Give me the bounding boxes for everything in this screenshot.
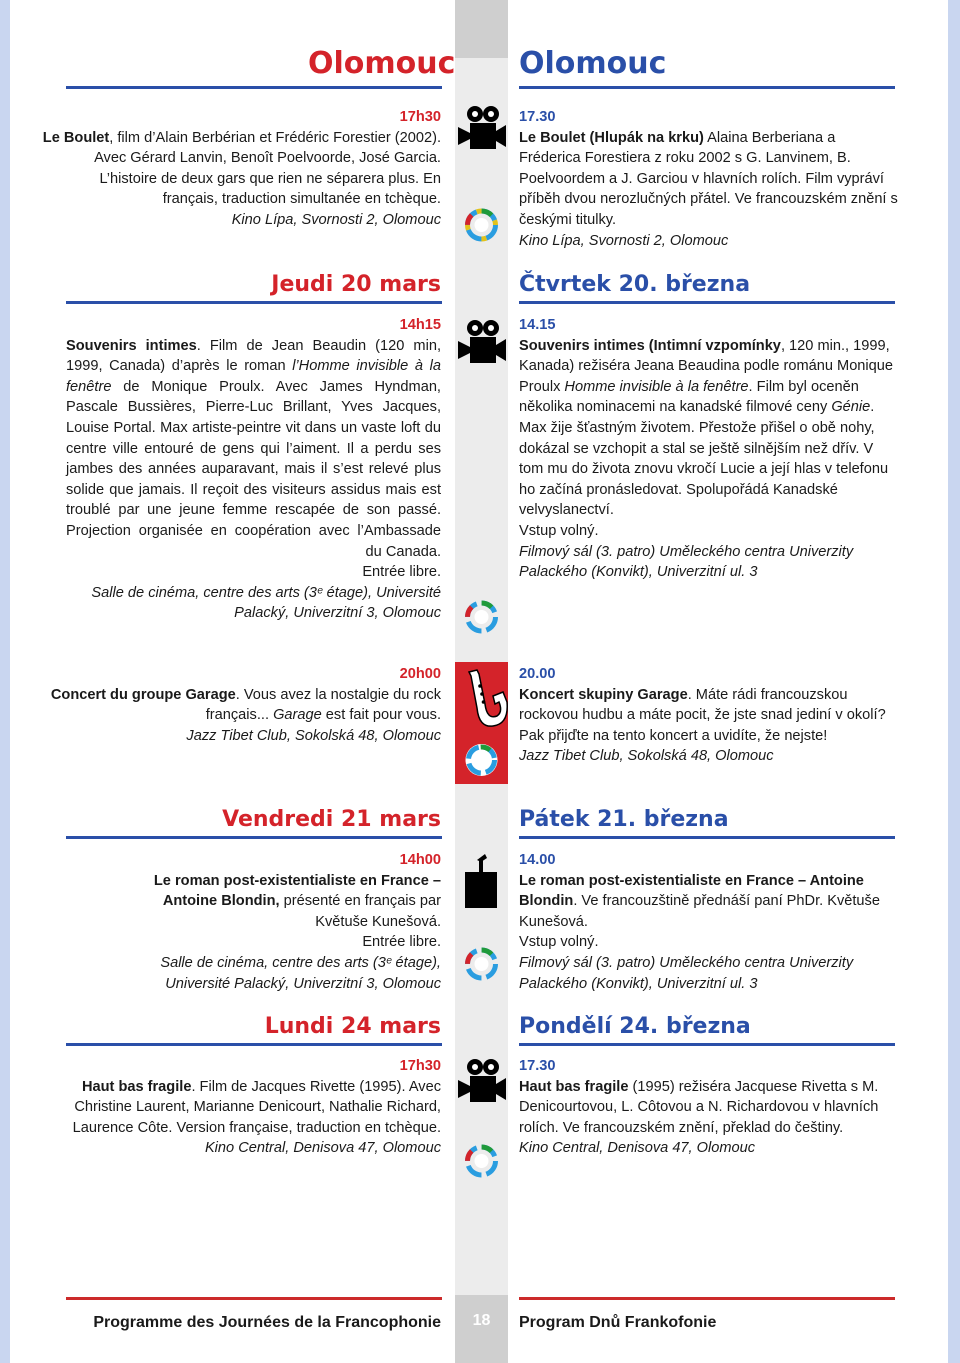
day-2-rule-cz (519, 836, 895, 839)
event-5-cz (519, 1056, 899, 1159)
event-2-title-fr: Souvenirs intimes (66, 337, 197, 354)
page-title-cz: Olomouc (519, 46, 667, 81)
event-3-time-fr: 20h00 (399, 666, 441, 682)
day-2-heading-cz: Pátek 21. března (519, 807, 729, 832)
event-1-time-fr: 17h30 (399, 109, 441, 125)
event-5-fr (41, 1056, 441, 1159)
event-5-text-fr: . Film de Jacques Rivette (1995). Avec Christine Laurent, Marianne Denicourt, Nathalie Richard, Laurence Côte. Version française, traduction en tchèque. (72, 1078, 441, 1136)
event-2-italic-fr: l’Homme invisible à la fenêtre (66, 358, 441, 395)
day-3-heading-cz: Pondělí 24. března (519, 1014, 751, 1039)
event-1-time-cz: 17.30 (519, 109, 556, 125)
event-5-title-fr: Haut bas fragile (81, 1078, 192, 1095)
event-4-time-cz: 14.00 (519, 852, 556, 868)
event-3-fr (41, 664, 441, 746)
right-edge-band (948, 0, 960, 1363)
francophonie-logo-icon (455, 1141, 508, 1181)
event-3-time-cz: 20.00 (519, 666, 556, 682)
event-3-text1-fr: . Vous avez la nostalgie du rock français... (205, 686, 441, 724)
event-1-text-fr: , film d’Alain Berbérian et Frédéric Forestier (2002). Avec Gérard Lanvin, Benoît Poelvoorde, José Garcia. L’histoire de deux gars que rien ne séparera plus. En français, traduction simultanée en tchèque. (94, 129, 441, 208)
event-2-time-fr: 14h15 (399, 317, 441, 333)
microphone-icon (455, 854, 508, 910)
event-2-fr (66, 315, 441, 624)
day-1-heading-cz: Čtvrtek 20. března (519, 272, 751, 297)
event-3-cz (519, 664, 899, 767)
event-2-venue-fr: Salle de cinéma, centre des arts (3ᵉ étage), Université Palacký, Univerzitní 3, Olomouc (91, 584, 441, 622)
event-2-venue-cz: Filmový sál (3. patro) Uměleckého centra Univerzity Palackého (Konvikt), Univerzitní ul. 3 (519, 543, 854, 581)
event-4-venue-fr: Salle de cinéma, centre des arts (3ᵉ étage), Université Palacký, Univerzitní 3, Olomouc (160, 954, 441, 992)
event-4-fr (111, 850, 441, 994)
event-2-italic2-cz: Génie (831, 399, 871, 416)
event-3-italic-fr: Garage (273, 707, 322, 724)
day-3-rule-fr (66, 1043, 442, 1046)
event-2-italic1-cz: Homme invisible à la fenêtre (564, 378, 749, 395)
event-4-entry-cz: Vstup volný. (519, 934, 599, 951)
event-2-text1-fr: . Film de Jean Beaudin (120 min, 1999, Canada) d’après le roman (66, 337, 441, 375)
title-rule-fr (66, 86, 442, 89)
event-5-text-cz: (1995) režiséra Jacquese Rivetta s M. Denicourtovou, L. Côtovou a N. Richardovou v hlavních rolích. Ve francouzském znění, překlad do češtiny. (519, 1078, 879, 1136)
event-3-text-cz: . Máte rádi francouzskou rockovou hudbu a máte pocit, že jste snad jediní v okolí? Pak přijďte na tento koncert a uvidíte, že nejste! (519, 686, 886, 744)
event-3-venue-cz: Jazz Tibet Club, Sokolská 48, Olomouc (519, 748, 774, 765)
event-1-title-fr: Le Boulet (42, 129, 110, 146)
event-2-text2-fr: de Monique Proulx. Avec James Hyndman, Pascale Bussières, Pierre-Luc Brillant, Yves Jacques, Louise Portal. Max artiste-peintre vit dans un vaste loft du centre ville entouré de gens qui l’aiment. Il a perdu ses jambes des années auparavant, mais il s’est relevé plus solide que jamais. Il reçoit des visiteurs assidus mais est troublé par une jeune femme rescapée de son passé. Projection organisée en coopération avec l’Ambassade du Canada. (66, 378, 441, 560)
event-5-venue-fr: Kino Central, Denisova 47, Olomouc (204, 1140, 441, 1157)
event-4-text-fr: présenté en français par Květuše Kunešová. (279, 893, 441, 930)
event-2-time-cz: 14.15 (519, 317, 556, 333)
film-camera-icon (455, 1057, 508, 1109)
film-camera-icon (455, 318, 508, 370)
francophonie-logo-icon (455, 944, 508, 984)
event-2-text3-cz: . Max žije šťastným životem. Přestože přišel o obě nohy, dokázal se vzchopit a stal se ještě silnějším než dřív. V tom mu do života znovu vkročí Lucie a její hlas v telefonu ho začíná pronásledovat. Spolupořádá Kanadské velvyslanectví. (519, 399, 889, 519)
event-5-time-cz: 17.30 (519, 1058, 556, 1074)
event-2-text1-cz: , 120 min., 1999, Kanada) režiséra Jeana Beaudina podle románu Monique Proulx (519, 337, 894, 395)
center-gutter-top (455, 0, 508, 58)
footer-rule-fr (66, 1297, 442, 1300)
event-4-text-cz: . Ve francouzštině přednáší paní PhDr. Květuše Kunešová. (519, 893, 880, 930)
event-2-text2-cz: . Film byl oceněn několika nominacemi na kanadské filmové ceny (519, 378, 859, 416)
page-title-fr: Olomouc (308, 46, 456, 81)
event-4-title-fr: Le roman post-existentialiste en France – Antoine Blondin, (153, 872, 441, 910)
event-4-venue-cz: Filmový sál (3. patro) Uměleckého centra Univerzity Palackého (Konvikt), Univerzitní ul. 3 (519, 954, 854, 992)
footer-rule-cz (519, 1297, 895, 1300)
event-2-title-cz: Souvenirs intimes (Intimní vzpomínky (519, 337, 781, 354)
page-number: 18 (472, 1312, 491, 1329)
event-2-entry-fr: Entrée libre. (362, 564, 441, 581)
event-4-title-cz: Le roman post-existentialiste en France – Antoine Blondin (519, 872, 864, 910)
event-4-time-fr: 14h00 (399, 852, 441, 868)
francophonie-logo-icon (455, 205, 508, 245)
francophonie-logo-icon (455, 597, 508, 637)
event-1-cz (519, 107, 899, 251)
day-1-heading-fr: Jeudi 20 mars (271, 272, 441, 297)
event-5-venue-cz: Kino Central, Denisova 47, Olomouc (519, 1140, 756, 1157)
saxophone-icon (455, 666, 508, 730)
event-3-venue-fr: Jazz Tibet Club, Sokolská 48, Olomouc (186, 727, 441, 744)
left-edge-band (0, 0, 10, 1363)
day-2-rule-fr (66, 836, 442, 839)
day-3-heading-fr: Lundi 24 mars (264, 1014, 441, 1039)
event-1-venue-cz: Kino Lípa, Svornosti 2, Olomouc (519, 232, 729, 249)
francophonie-logo-icon (455, 740, 508, 780)
footer-title-cz: Program Dnů Frankofonie (519, 1314, 717, 1331)
event-1-venue-fr: Kino Lípa, Svornosti 2, Olomouc (231, 211, 441, 228)
event-5-time-fr: 17h30 (399, 1058, 441, 1074)
event-2-cz (519, 315, 899, 583)
day-1-rule-fr (66, 301, 442, 304)
event-1-fr (41, 107, 441, 231)
event-3-title-cz: Koncert skupiny Garage (519, 686, 688, 703)
day-3-rule-cz (519, 1043, 895, 1046)
event-4-cz (519, 850, 899, 994)
event-3-title-fr: Concert du groupe Garage (50, 686, 236, 703)
event-2-entry-cz: Vstup volný. (519, 522, 599, 539)
event-5-title-cz: Haut bas fragile (519, 1078, 629, 1095)
day-1-rule-cz (519, 301, 895, 304)
event-4-entry-fr: Entrée libre. (362, 934, 441, 951)
event-1-title-cz: Le Boulet (Hlupák na krku) (519, 129, 704, 146)
title-rule-cz (519, 86, 895, 89)
film-camera-icon (455, 104, 508, 156)
event-3-text2-fr: est fait pour vous. (321, 707, 441, 724)
event-1-text-cz: Alaina Berberiana a Fréderica Forestiera z roku 2002 s G. Lanvinem, B. Poelvoordem a J. Garciou v hlavních rolích. Film vypráví příběh dvou nerozlučných přátel. Ve francouzském znění s českými titulky. (519, 129, 898, 228)
day-2-heading-fr: Vendredi 21 mars (222, 807, 441, 832)
footer-title-fr: Programme des Journées de la Francophonie (93, 1314, 441, 1331)
